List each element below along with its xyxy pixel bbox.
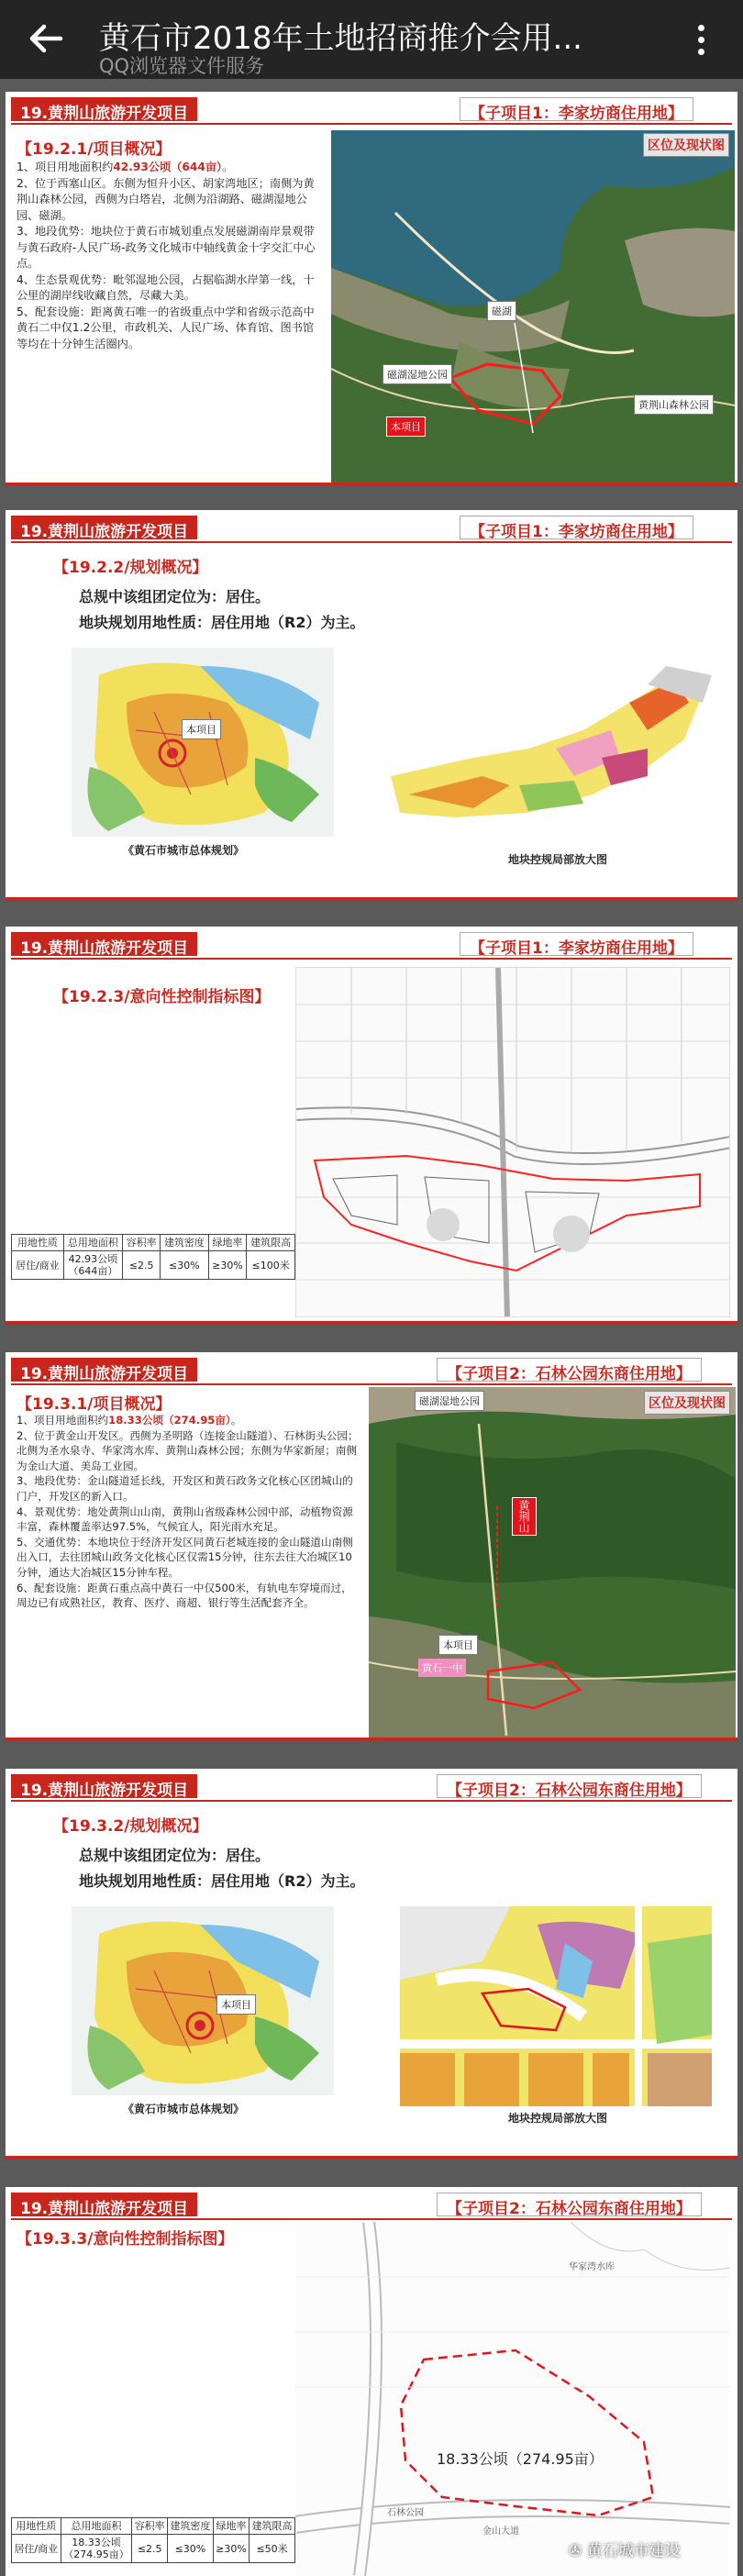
master-plan-image [72, 648, 334, 837]
right-map-caption: 地块控规局部放大图 [508, 853, 608, 866]
plan-positioning: 总规中该组团定位为：居住。 [79, 1847, 271, 1864]
subproject-title: 【子项目1：李家坊商住用地】 [460, 97, 693, 121]
table-header-cell: 用地性质 [12, 2518, 61, 2535]
slide-footer [6, 1321, 737, 1325]
map-label-wetland: 磁湖湿地公园 [383, 364, 452, 384]
slide-2 [6, 510, 737, 901]
table-cell: ≤30% [168, 2535, 214, 2563]
table-cell: ≥30% [213, 2535, 249, 2563]
divider [11, 541, 732, 543]
table-cell: ≤100米 [247, 1251, 295, 1280]
map-label-school: 黄石一中 [418, 1659, 466, 1677]
table-header-cell: 绿地率 [208, 1235, 247, 1251]
map-label-lake: 磁湖 [487, 301, 516, 321]
page-subtitle: QQ浏览器文件服务 [99, 55, 265, 77]
section-heading: 【19.2.1/项目概况】 [17, 140, 172, 159]
map-label-site: 本项目 [216, 1994, 256, 2015]
subproject-title: 【子项目1：李家坊商住用地】 [460, 932, 693, 956]
section-title: 19.黄荆山旅游开发项目 [11, 516, 197, 539]
map-label-mountain: 黄荆山 [512, 1497, 537, 1536]
regulatory-plan-map [400, 1906, 712, 2106]
subproject-title: 【子项目2：石林公园东商住用地】 [437, 1774, 702, 1798]
slide-3 [6, 927, 737, 1325]
regulatory-plan-image [400, 1906, 712, 2106]
table-header-row [12, 2518, 295, 2535]
master-plan-image [72, 1906, 334, 2095]
table-cell: ≤50米 [250, 2535, 295, 2563]
table-header-cell: 绿地率 [213, 2518, 249, 2535]
indicator-table-1 [11, 1234, 295, 1280]
table-cell: 居住/商业 [12, 2535, 61, 2563]
left-map-caption: 《黄石市城市总体规划》 [123, 2103, 245, 2115]
subproject-title: 【子项目2：石林公园东商住用地】 [437, 2193, 702, 2216]
divider [11, 1383, 732, 1385]
table-header-cell: 总用地面积 [63, 1235, 123, 1251]
table-row [12, 2535, 295, 2563]
table-header-cell: 容积率 [132, 2518, 168, 2535]
slide-footer [6, 897, 737, 901]
divider [11, 2218, 732, 2220]
table-cell: 42.93公顷 （644亩） [63, 1251, 123, 1280]
map-label-park: 石林公园 [387, 2508, 424, 2518]
map-label-wetland: 磁湖湿地公园 [415, 1391, 484, 1411]
section-title: 19.黄荆山旅游开发项目 [11, 97, 197, 121]
slide-footer [6, 1738, 737, 1741]
table-header-cell: 建筑限高 [250, 2518, 295, 2535]
section-heading: 【19.3.1/项目概况】 [17, 1395, 172, 1414]
subproject-title: 【子项目1：李家坊商住用地】 [460, 516, 693, 539]
indicator-table-2 [11, 2517, 295, 2563]
plan-positioning: 总规中该组团定位为：居住。 [79, 588, 271, 605]
satellite-image [369, 1387, 736, 1738]
cad-plan-image [296, 968, 730, 1317]
slide-footer [6, 2156, 737, 2160]
overview-text: 1、项目用地面积约18.33公顷（274.95亩）。 2、位于黄金山开发区。西侧为圣明路（连接金山隧道）、石林街头公园；北侧为圣水泉寺、华家湾水库、黄荆山森林公园；东侧为华家新屋；南侧为金山大道、美岛工业园。 3、地段优势：金山隧道延长线，开发区和黄石政务文化核心区团城山的门户，开发区的新入口。 4、景观优势：地处黄荆山山南，黄荆山省级森林公园中部，动植物资源丰富，森林覆盖率达97.5%，气候宜人，阳光雨水充足。 5、交通优势：本地块位于经济开发区同黄石老城连接的金山隧道山南侧出入口，去往团城山政务文化核心区仅需15分钟，往东去往大冶城区10分钟，通达大冶城区15分钟车程。 6、配套设施：距黄石重点高中黄石一中仅500米，有轨电车穿境而过，周边已有成熟社区，教育、医疗、商超、银行等生活配套齐全。 [17, 1414, 359, 1610]
table-cell: ≤30% [161, 1251, 209, 1280]
slide-6 [6, 2187, 737, 2576]
table-header-cell: 建筑限高 [247, 1235, 295, 1251]
watermark: ✇ 黄石城市建设 [569, 2542, 681, 2560]
master-plan-map [72, 648, 334, 837]
page-title: 黄石市2018年土地招商推介会用... [99, 20, 582, 57]
map-legend-tag: 区位及现状图 [644, 1391, 730, 1415]
map-label-forest: 黄荆山森林公园 [634, 394, 714, 415]
location-satellite-map [369, 1387, 736, 1738]
slide-footer [6, 483, 737, 486]
table-cell: 18.33公顷 （274.95亩） [61, 2535, 132, 2563]
table-header-cell: 用地性质 [12, 1235, 64, 1251]
regulatory-plan-image [372, 648, 730, 846]
map-label-road: 金山大道 [482, 2526, 519, 2537]
table-row [12, 1251, 295, 1280]
divider [11, 958, 732, 960]
section-heading: 【19.3.3/意向性控制指标图】 [17, 2230, 234, 2248]
section-title: 19.黄荆山旅游开发项目 [11, 932, 197, 956]
table-cell: ≥30% [208, 1251, 247, 1280]
back-arrow-icon[interactable] [24, 17, 68, 61]
table-header-cell: 容积率 [123, 1235, 161, 1251]
table-header-cell: 总用地面积 [61, 2518, 132, 2535]
master-plan-map [72, 1906, 334, 2095]
table-header-cell: 建筑密度 [161, 1235, 209, 1251]
control-index-map [295, 967, 730, 1317]
table-header-row [12, 1235, 295, 1251]
right-map-caption: 地块控规局部放大图 [508, 2112, 608, 2125]
map-legend-tag: 区位及现状图 [643, 133, 729, 157]
regulatory-plan-map [372, 648, 730, 846]
divider [11, 1800, 732, 1802]
section-heading: 【19.3.2/规划概况】 [53, 1817, 208, 1836]
divider [11, 123, 732, 125]
map-label-site: 本项目 [386, 416, 426, 437]
land-use-nature: 地块规划用地性质：居住用地（R2）为主。 [79, 1872, 365, 1890]
site-area-label: 18.33公顷（274.95亩） [437, 2450, 604, 2468]
control-index-map [295, 2222, 730, 2576]
app-bar [0, 0, 743, 79]
map-label-site: 本项目 [438, 1635, 478, 1655]
left-map-caption: 《黄石市城市总体规划》 [123, 844, 245, 857]
table-cell: 居住/商业 [12, 1251, 64, 1280]
section-heading: 【19.2.2/规划概况】 [53, 559, 208, 577]
more-menu-icon[interactable] [690, 20, 712, 61]
table-cell: ≤2.5 [132, 2535, 168, 2563]
overview-text: 1、项目用地面积约42.93公顷（644亩）。 2、位于西塞山区。东侧为恒升小区、胡家湾地区；南侧为黄荆山森林公园，西侧为白塔岩，北侧为沿湖路、磁湖湿地公园、磁湖。 3、地段优势：地块位于黄石市城划重点发展磁湖南岸景观带与黄石政府-人民广场-政务文化城市中轴线黄金十字交汇中心点。 4、生态景观优势：毗邻湿地公园，占据临湖水岸第一线，十公里的湖岸线收藏自然，尽藏大美。 5、配套设施：距离黄石唯一的省级重点中学和省级示范高中黄石二中仅1.2公里，市政机关、人民广场、体育馆、图书馆等均在十分钟生活圈内。 [17, 161, 316, 350]
section-heading: 【19.2.3/意向性控制指标图】 [53, 988, 271, 1006]
wechat-icon: ✇ [569, 2542, 582, 2560]
slide-4 [6, 1352, 737, 1741]
table-header-cell: 建筑密度 [168, 2518, 214, 2535]
slide-1 [6, 92, 737, 486]
land-use-nature: 地块规划用地性质：居住用地（R2）为主。 [79, 614, 365, 631]
map-label-site: 本项目 [182, 719, 221, 739]
location-satellite-map [331, 130, 735, 483]
subproject-title: 【子项目2：石林公园东商住用地】 [437, 1358, 702, 1382]
section-title: 19.黄荆山旅游开发项目 [11, 2193, 197, 2216]
slide-5 [6, 1769, 737, 2160]
section-title: 19.黄荆山旅游开发项目 [11, 1358, 197, 1382]
table-cell: ≤2.5 [123, 1251, 161, 1280]
section-title: 19.黄荆山旅游开发项目 [11, 1774, 197, 1798]
map-label-reservoir: 华家湾水库 [569, 2262, 615, 2272]
